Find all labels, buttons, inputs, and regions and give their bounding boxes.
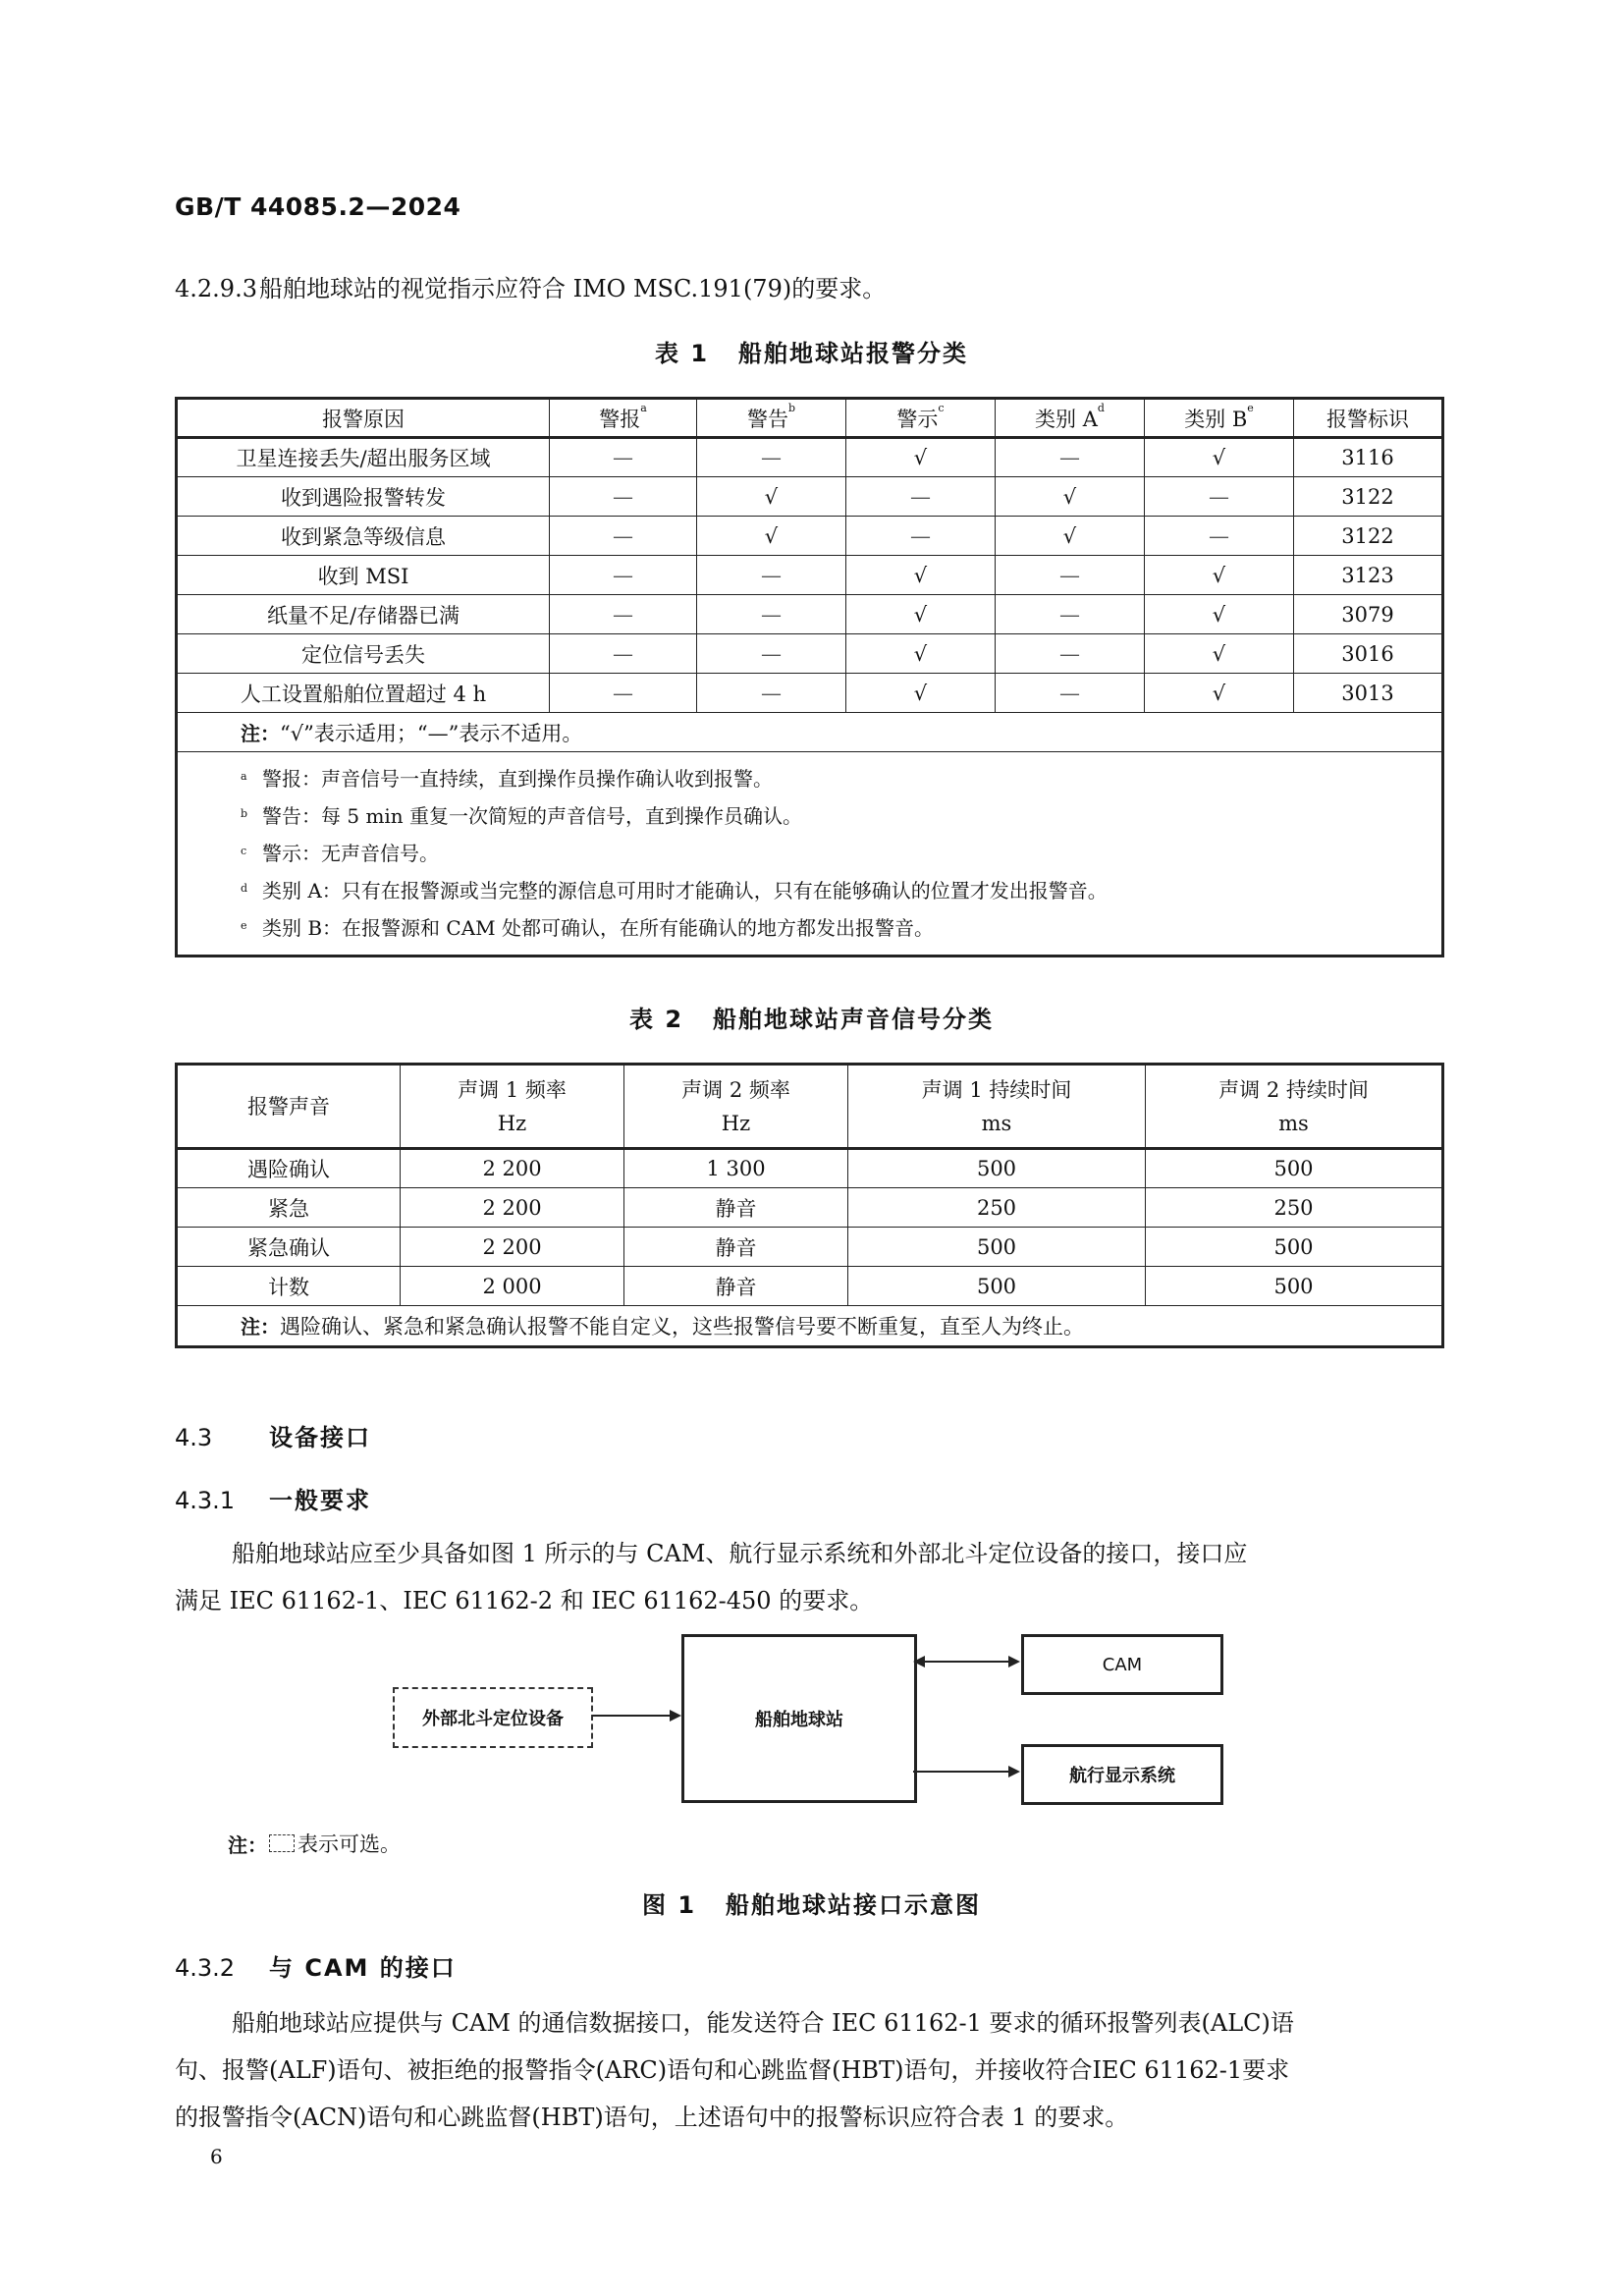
- footnote-marker: a: [640, 401, 647, 414]
- table1-header-cell: [996, 399, 1145, 438]
- footnote-marker: b: [241, 807, 248, 820]
- table1-header-cell: [550, 399, 697, 438]
- header-label: 声调 2 频率: [681, 1077, 790, 1102]
- table1-caption-title: 船舶地球站报警分类: [738, 340, 969, 367]
- table-cell: √: [697, 477, 846, 517]
- footnote-marker: c: [241, 845, 247, 857]
- header-label: 声调 2 持续时间: [1218, 1077, 1369, 1102]
- footnote-marker: a: [241, 770, 247, 783]
- dashed-box-legend-icon: [269, 1834, 295, 1852]
- table-row: [177, 1149, 1443, 1188]
- table-cell: √: [1145, 438, 1294, 477]
- footnote-text: 警告：每 5 min 重复一次简短的声音信号，直到操作员确认。: [262, 804, 803, 828]
- table-cell: —: [1145, 517, 1294, 556]
- table-footnotes-row: [177, 752, 1443, 957]
- table1-header-cell: [846, 399, 996, 438]
- footnote-marker: e: [241, 919, 247, 932]
- table-cell: —: [846, 517, 996, 556]
- connector-line: [592, 1715, 671, 1717]
- table-cell: —: [996, 595, 1145, 634]
- alarm-classification-table: [175, 397, 1444, 957]
- table-cell: —: [697, 556, 846, 595]
- section-number: 4.3: [175, 1424, 213, 1451]
- note-label: 注：: [241, 721, 280, 745]
- table-cell: —: [846, 477, 996, 517]
- table-cell: 2 200: [401, 1188, 624, 1228]
- section-4-3-1-paragraph: [175, 1530, 1451, 1624]
- sound-signal-table: [175, 1063, 1444, 1348]
- table-note-row: [177, 713, 1443, 752]
- table2-caption-title: 船舶地球站声音信号分类: [713, 1006, 995, 1033]
- table-cell: 2 000: [401, 1267, 624, 1306]
- table-cell: 500: [1146, 1228, 1443, 1267]
- table-cell: —: [550, 674, 697, 713]
- table-cell: —: [697, 438, 846, 477]
- table-cell: √: [1145, 674, 1294, 713]
- table2-header-cell: [624, 1065, 848, 1149]
- table-cell: 500: [1146, 1149, 1443, 1188]
- table-note: [177, 713, 1443, 752]
- table-cell: 收到 MSI: [177, 556, 550, 595]
- table-cell: 2 200: [401, 1149, 624, 1188]
- table-cell: —: [996, 556, 1145, 595]
- table-cell: 人工设置船舶位置超过 4 h: [177, 674, 550, 713]
- header-unit: ms: [981, 1111, 1012, 1135]
- paragraph-line: 满足 IEC 61162-1、IEC 61162-2 和 IEC 61162-450 的要求。: [175, 1587, 874, 1614]
- table-row: [177, 477, 1443, 517]
- table-cell: 遇险确认: [177, 1149, 401, 1188]
- table-cell: 2 200: [401, 1228, 624, 1267]
- table-cell: 1 300: [624, 1149, 848, 1188]
- table-cell: 250: [848, 1188, 1146, 1228]
- table-cell: 静音: [624, 1188, 848, 1228]
- table2-header-cell: [177, 1065, 401, 1149]
- table-cell: 紧急: [177, 1188, 401, 1228]
- note-label: 注：: [241, 1315, 280, 1339]
- nav-display-label: 航行显示系统: [1069, 1766, 1175, 1786]
- table-cell: —: [996, 438, 1145, 477]
- header-label: 警示: [896, 407, 939, 431]
- table-cell: 500: [848, 1228, 1146, 1267]
- header-label: 警报: [599, 407, 641, 431]
- footnote-text: 类别 A：只有在报警源或当完整的源信息可用时才能确认，只有在能够确认的位置才发出报警音。: [262, 879, 1108, 902]
- header-unit: Hz: [721, 1111, 751, 1135]
- header-unit: ms: [1278, 1111, 1309, 1135]
- note-label: 注：: [228, 1832, 267, 1857]
- footnote-marker: d: [241, 882, 248, 895]
- paragraph-line: 船舶地球站应至少具备如图 1 所示的与 CAM、航行显示系统和外部北斗定位设备的接口，接口应: [232, 1540, 1248, 1567]
- footnote: [241, 835, 1441, 872]
- table-cell: 3122: [1294, 477, 1443, 517]
- table-cell: 3079: [1294, 595, 1443, 634]
- arrowhead-icon: [1008, 1656, 1020, 1667]
- table-row: [177, 517, 1443, 556]
- arrowhead-icon: [1008, 1766, 1020, 1777]
- table-cell: 计数: [177, 1267, 401, 1306]
- section-title: 与 CAM 的接口: [269, 1954, 457, 1982]
- table-cell: √: [846, 556, 996, 595]
- table2-header-cell: [848, 1065, 1146, 1149]
- section-number: 4.3.2: [175, 1954, 236, 1982]
- table2-header-row: [177, 1065, 1443, 1149]
- table-cell: 3122: [1294, 517, 1443, 556]
- page-number: 6: [210, 2145, 223, 2168]
- table2-caption: [0, 1000, 1623, 1034]
- ship-earth-station-box: [681, 1634, 917, 1803]
- table-cell: —: [550, 438, 697, 477]
- clause-4-2-9-3: [175, 269, 886, 303]
- figure1-caption-number: 图 1: [641, 1891, 697, 1919]
- footnote-marker: b: [787, 401, 796, 414]
- arrowhead-icon: [670, 1710, 681, 1722]
- table2-caption-number: 表 2: [628, 1006, 684, 1033]
- table-cell: 3123: [1294, 556, 1443, 595]
- table-cell: 定位信号丢失: [177, 634, 550, 674]
- table-cell: —: [697, 634, 846, 674]
- table-cell: √: [996, 517, 1145, 556]
- table1-header-cell: [177, 399, 550, 438]
- table1-caption-number: 表 1: [654, 340, 710, 367]
- table1-header-row: [177, 399, 1443, 438]
- footnote: [241, 872, 1441, 909]
- figure1-caption: [0, 1886, 1623, 1920]
- table-cell: √: [1145, 556, 1294, 595]
- section-4-3-heading: [175, 1418, 371, 1452]
- clause-number: 4.2.9.3: [175, 275, 257, 302]
- section-number: 4.3.1: [175, 1487, 236, 1514]
- table-cell: 卫星连接丢失/超出服务区域: [177, 438, 550, 477]
- paragraph-line: 句、报警(ALF)语句、被拒绝的报警指令(ARC)语句和心跳监督(HBT)语句，并接收符合IEC 61162-1要求: [175, 2056, 1290, 2084]
- table-cell: —: [550, 477, 697, 517]
- table-cell: —: [550, 556, 697, 595]
- table-cell: 纸量不足/存储器已满: [177, 595, 550, 634]
- table-row: [177, 1228, 1443, 1267]
- table-cell: 500: [848, 1149, 1146, 1188]
- ship-earth-station-label: 船舶地球站: [755, 1710, 843, 1730]
- section-4-3-2-heading: [175, 1948, 457, 1983]
- section-4-3-1-heading: [175, 1481, 371, 1515]
- table-cell: 3013: [1294, 674, 1443, 713]
- table-row: [177, 674, 1443, 713]
- paragraph-line: 船舶地球站应提供与 CAM 的通信数据接口，能发送符合 IEC 61162-1 要求的循环报警列表(ALC)语: [232, 2009, 1294, 2037]
- table-cell: √: [1145, 595, 1294, 634]
- table-cell: —: [697, 595, 846, 634]
- table-row: [177, 1188, 1443, 1228]
- table-cell: 3116: [1294, 438, 1443, 477]
- table-cell: √: [996, 477, 1145, 517]
- standard-id-header: GB/T 44085.2—2024: [175, 192, 461, 221]
- table-cell: 紧急确认: [177, 1228, 401, 1267]
- footnote-marker: c: [938, 401, 945, 414]
- table-note: [177, 1306, 1443, 1347]
- table-row: [177, 634, 1443, 674]
- table-row: [177, 1267, 1443, 1306]
- table-row: [177, 556, 1443, 595]
- table1-caption: [0, 334, 1623, 368]
- table-cell: —: [1145, 477, 1294, 517]
- table-cell: √: [1145, 634, 1294, 674]
- table-cell: —: [697, 674, 846, 713]
- table-cell: —: [550, 634, 697, 674]
- note-text: 表示可选。: [298, 1832, 401, 1856]
- header-label: 声调 1 持续时间: [921, 1077, 1072, 1102]
- note-text: “√”表示适用；“—”表示不适用。: [280, 721, 583, 745]
- table2-header-cell: [1146, 1065, 1443, 1149]
- table-cell: 500: [1146, 1267, 1443, 1306]
- footnote: [241, 909, 1441, 947]
- table1-header-cell: [1294, 399, 1443, 438]
- external-beidou-box: [393, 1687, 593, 1748]
- section-title: 一般要求: [269, 1487, 371, 1514]
- header-label: 报警原因: [322, 407, 405, 431]
- table-row: [177, 595, 1443, 634]
- header-label: 报警标识: [1326, 407, 1409, 431]
- header-label: 警告: [746, 407, 788, 431]
- table-row: [177, 438, 1443, 477]
- table-cell: √: [846, 634, 996, 674]
- footnote-marker: d: [1097, 401, 1105, 414]
- table-cell: 500: [848, 1267, 1146, 1306]
- table-cell: 静音: [624, 1228, 848, 1267]
- table-cell: √: [846, 674, 996, 713]
- table-cell: —: [996, 674, 1145, 713]
- footnote-text: 类别 B：在报警源和 CAM 处都可确认，在所有能确认的地方都发出报警音。: [262, 916, 934, 940]
- table-cell: √: [697, 517, 846, 556]
- section-title: 设备接口: [269, 1424, 371, 1451]
- table-cell: √: [846, 438, 996, 477]
- figure1-note: [228, 1829, 401, 1858]
- table1-header-cell: [1145, 399, 1294, 438]
- table-cell: 静音: [624, 1267, 848, 1306]
- header-label: 类别 B: [1184, 407, 1248, 431]
- table-cell: 收到紧急等级信息: [177, 517, 550, 556]
- connector-line: [913, 1771, 1009, 1773]
- table-cell: 250: [1146, 1188, 1443, 1228]
- table-cell: —: [996, 634, 1145, 674]
- table-cell: 收到遇险报警转发: [177, 477, 550, 517]
- paragraph-line: 的报警指令(ACN)语句和心跳监督(HBT)语句，上述语句中的报警标识应符合表 1 的要求。: [175, 2104, 1129, 2131]
- header-label: 类别 A: [1035, 407, 1098, 431]
- section-4-3-2-paragraph: [175, 1999, 1451, 2141]
- figure1-caption-title: 船舶地球站接口示意图: [726, 1891, 982, 1919]
- footnote-text: 警报：声音信号一直持续，直到操作员操作确认收到报警。: [262, 767, 773, 791]
- table-cell: √: [846, 595, 996, 634]
- footnote: [241, 760, 1441, 797]
- connector-line: [925, 1661, 1009, 1663]
- nav-display-box: [1021, 1744, 1223, 1805]
- footnote: [241, 797, 1441, 835]
- table2-header-cell: [401, 1065, 624, 1149]
- cam-label: CAM: [1102, 1654, 1143, 1675]
- cam-box: [1021, 1634, 1223, 1695]
- footnote-marker: e: [1247, 401, 1254, 414]
- header-label: 报警声音: [247, 1094, 330, 1119]
- table-note-row: [177, 1306, 1443, 1347]
- table-cell: 3016: [1294, 634, 1443, 674]
- table-cell: —: [550, 595, 697, 634]
- table-cell: —: [550, 517, 697, 556]
- header-unit: Hz: [497, 1111, 527, 1135]
- note-text: 遇险确认、紧急和紧急确认报警不能自定义，这些报警信号要不断重复，直至人为终止。: [280, 1315, 1084, 1339]
- arrowhead-icon: [913, 1656, 925, 1667]
- external-beidou-label: 外部北斗定位设备: [422, 1709, 564, 1729]
- header-label: 声调 1 频率: [458, 1077, 567, 1102]
- table1-header-cell: [697, 399, 846, 438]
- footnote-text: 警示：无声音信号。: [262, 842, 439, 865]
- table-footnotes: [177, 752, 1443, 957]
- clause-text: 船舶地球站的视觉指示应符合 IMO MSC.191(79)的要求。: [259, 275, 887, 302]
